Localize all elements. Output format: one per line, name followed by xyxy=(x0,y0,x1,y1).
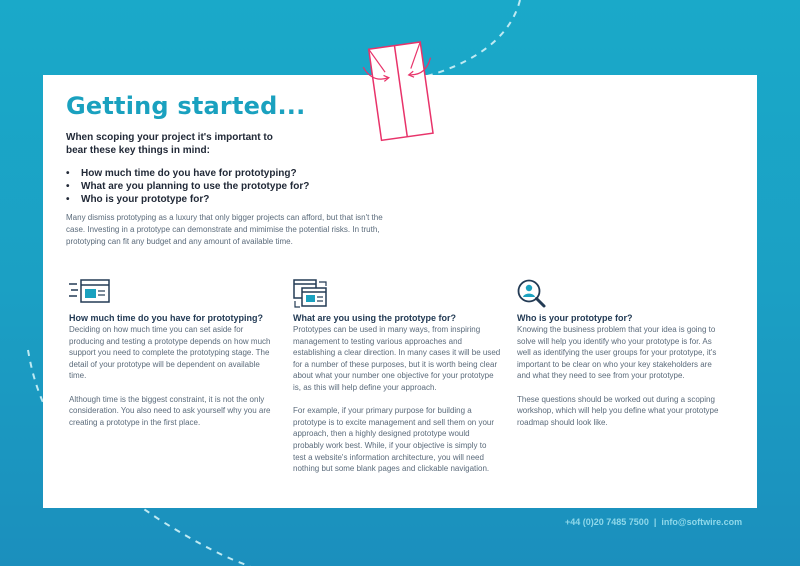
column-body xyxy=(293,324,501,486)
phone-number[interactable]: +44 (0)20 7485 7500 xyxy=(565,517,649,527)
column-heading: How much time do you have for prototyping? xyxy=(69,313,264,323)
intro-text: When scoping your project it's important to bear these key things in mind: xyxy=(66,132,273,156)
column-heading: Who is your prototype for? xyxy=(517,313,633,323)
column-paragraph: Although time is the biggest constraint, it is not the only consideration. You also need to ask yourself why you are creating a prototype in the first place. xyxy=(69,394,271,427)
browser-window-speed-icon xyxy=(69,279,111,305)
browser-windows-sync-icon xyxy=(293,279,329,309)
email-link[interactable]: info@softwire.com xyxy=(661,517,743,527)
list-item: • Who is your prototype for? xyxy=(66,193,309,206)
folded-paper-illustration xyxy=(362,40,442,145)
column-paragraph: Prototypes can be used in many ways, from inspiring management to testing various approaches and establishing a clear direction. In many cases it will be used for a number of these purposes, but it is worth being clear about what your number one objective for your prototype is, as this will help define your approach. xyxy=(293,325,501,392)
column-paragraph: For example, if your primary purpose for building a prototype is to excite management and sell them on your approach, then a highly designed prototype would probably work best. While, if your objective is simply to test a website's information architecture, you will need nothing but some blank pages and clickable navigation. xyxy=(293,406,494,474)
column-paragraph: Deciding on how much time you can set aside for producing and testing a prototype depends on how much support you need to complete the prototyping stage. The detail of your prototype will be dependent on available time. xyxy=(69,325,271,381)
user-magnifier-icon xyxy=(517,279,549,311)
list-item: • What are you planning to use the prototype for? xyxy=(66,180,309,193)
page-title: Getting started... xyxy=(66,92,306,120)
column-heading: What are you using the prototype for? xyxy=(293,313,457,323)
intro-paragraph: Many dismiss prototyping as a luxury that only bigger projects can afford, but that isn't the case. Investing in a prototype can demonstrate and mimimise the potential risks. In truth, prototyping can fit any budget and any amount of available time. xyxy=(66,213,383,246)
column-paragraph: These questions should be worked out during a scoping workshop, which will help you define what your prototype roadmap should look like. xyxy=(517,394,719,427)
footer-separator: | xyxy=(653,517,657,527)
column-body xyxy=(69,324,277,440)
key-questions-list xyxy=(66,167,309,206)
column-body xyxy=(517,324,725,440)
column-paragraph: Knowing the business problem that your idea is going to solve will help you identify who your prototype is for. As well as identifying the user groups for your prototype, it's important to be clear on who your key stakeholders are and what they need to see from your prototype. xyxy=(517,325,717,381)
list-item: • How much time do you have for prototyping? xyxy=(66,167,309,180)
contact-footer xyxy=(565,517,785,527)
